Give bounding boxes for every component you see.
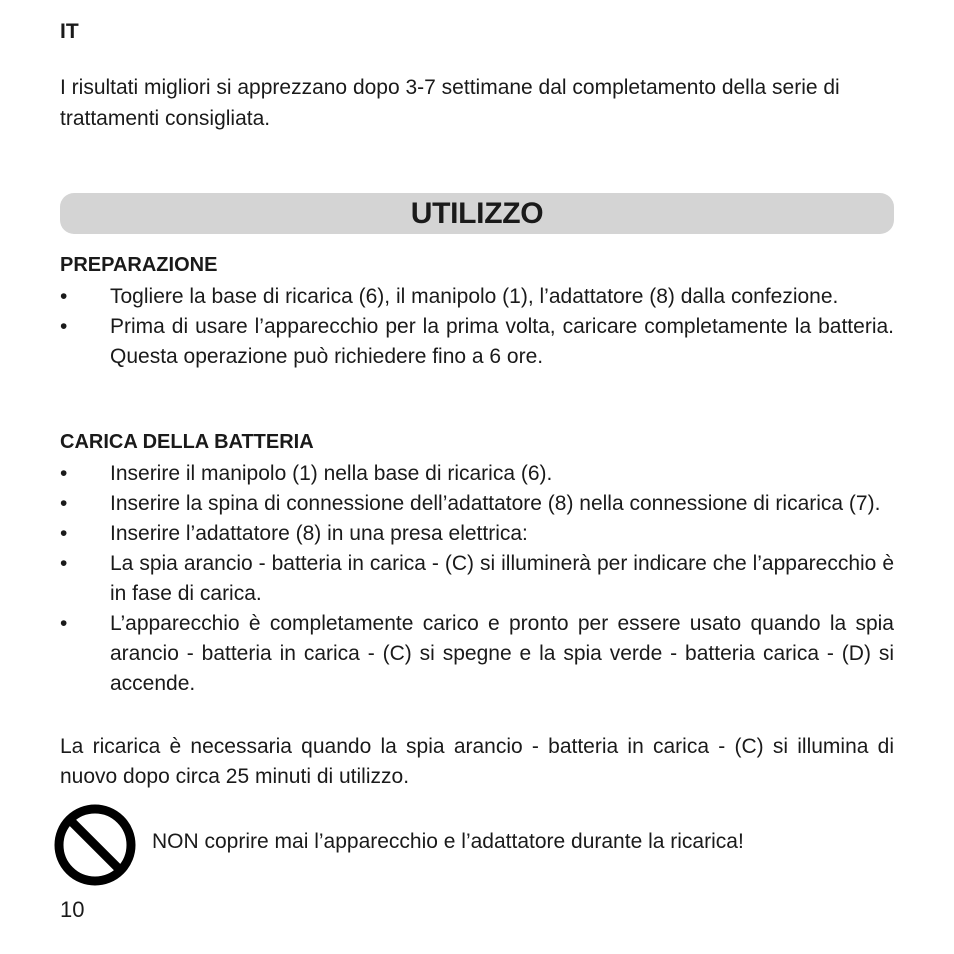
preparazione-heading: PREPARAZIONE [60, 254, 218, 276]
section-title: UTILIZZO [410, 197, 544, 230]
list-item-text: Prima di usare l’apparecchio per la prima volta, caricare completamente la batteria. Questa operazione può richiedere fino a 6 ore. [110, 315, 894, 368]
preparazione-list [60, 282, 894, 372]
bullet: • [60, 522, 68, 545]
intro-paragraph: I risultati migliori si apprezzano dopo 3-7 settimane dal completamento della serie di trattamenti consigliata. [60, 76, 840, 130]
list-item-text: Inserire il manipolo (1) nella base di ricarica (6). [110, 462, 553, 485]
bullet: • [60, 285, 68, 308]
list-item [60, 549, 894, 609]
list-item-text: La spia arancio - batteria in carica - (C) si illuminerà per indicare che l’apparecchio è in fase di carica. [110, 552, 894, 605]
language-code: IT [60, 20, 79, 43]
list-item [60, 489, 894, 519]
bullet: • [60, 315, 68, 338]
warning-text: NON coprire mai l’apparecchio e l’adattatore durante la ricarica! [152, 830, 744, 853]
bullet: • [60, 612, 68, 635]
page-number: 10 [60, 897, 85, 922]
carica-heading: CARICA DELLA BATTERIA [60, 431, 314, 453]
bullet: • [60, 552, 68, 575]
list-item-text: Togliere la base di ricarica (6), il manipolo (1), l’adattatore (8) dalla confezione. [110, 285, 839, 308]
list-item [60, 609, 894, 699]
charging-note: La ricarica è necessaria quando la spia arancio - batteria in carica - (C) si illumina di nuovo dopo circa 25 minuti di utilizzo. [60, 735, 894, 788]
carica-list [60, 459, 894, 699]
list-item-text: Inserire l’adattatore (8) in una presa elettrica: [110, 522, 528, 545]
list-item [60, 519, 894, 549]
list-item-text: Inserire la spina di connessione dell’adattatore (8) nella connessione di ricarica (7). [110, 492, 881, 515]
list-item [60, 459, 894, 489]
bullet: • [60, 462, 68, 485]
prohibition-icon [52, 802, 138, 888]
section-title-bar [60, 193, 894, 234]
list-item [60, 312, 894, 372]
list-item [60, 282, 894, 312]
bullet: • [60, 492, 68, 515]
list-item-text: L’apparecchio è completamente carico e pronto per essere usato quando la spia arancio - batteria in carica - (C) si spegne e la spia verde - batteria carica - (D) si accende. [110, 612, 894, 695]
